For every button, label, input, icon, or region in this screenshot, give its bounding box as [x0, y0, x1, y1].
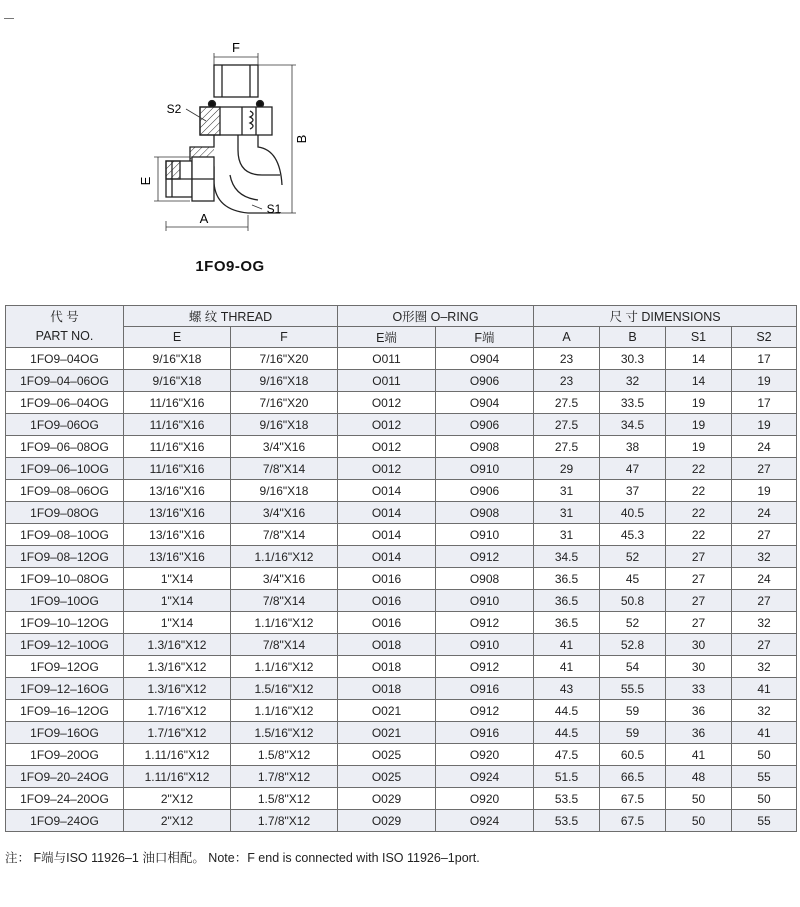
cell-dim-a: 31 [534, 502, 600, 524]
cell-thread-f: 7/8"X14 [231, 524, 338, 546]
cell-oring-f: O910 [436, 634, 534, 656]
cell-oring-e: O011 [338, 370, 436, 392]
cell-dim-b: 40.5 [600, 502, 666, 524]
cell-dim-a: 51.5 [534, 766, 600, 788]
table-row [6, 766, 797, 788]
cell-oring-f: O908 [436, 568, 534, 590]
cell-oring-e: O016 [338, 612, 436, 634]
cell-part-no: 1FO9–10–12OG [6, 612, 124, 634]
cell-oring-e: O016 [338, 590, 436, 612]
cell-thread-e: 1.7/16"X12 [124, 722, 231, 744]
cell-dim-s1: 14 [666, 370, 732, 392]
cell-thread-e: 13/16"X16 [124, 502, 231, 524]
header-s1: S1 [666, 327, 732, 348]
cell-dim-b: 52 [600, 546, 666, 568]
cell-oring-f: O906 [436, 414, 534, 436]
cell-thread-f: 1.7/8"X12 [231, 766, 338, 788]
cell-oring-f: O916 [436, 678, 534, 700]
cell-dim-s2: 27 [732, 590, 797, 612]
cell-part-no: 1FO9–20–24OG [6, 766, 124, 788]
cell-thread-f: 7/8"X14 [231, 634, 338, 656]
cell-thread-f: 1.5/16"X12 [231, 678, 338, 700]
cell-dim-s1: 27 [666, 546, 732, 568]
cell-dim-b: 34.5 [600, 414, 666, 436]
cell-thread-e: 11/16"X16 [124, 392, 231, 414]
cell-dim-a: 27.5 [534, 392, 600, 414]
cell-part-no: 1FO9–24–20OG [6, 788, 124, 810]
cell-oring-e: O014 [338, 546, 436, 568]
table-row [6, 502, 797, 524]
cell-thread-e: 11/16"X16 [124, 436, 231, 458]
cell-part-no: 1FO9–06–04OG [6, 392, 124, 414]
cell-oring-e: O012 [338, 436, 436, 458]
cell-thread-e: 11/16"X16 [124, 414, 231, 436]
cell-dim-a: 23 [534, 348, 600, 370]
cell-oring-f: O906 [436, 480, 534, 502]
cell-oring-f: O906 [436, 370, 534, 392]
corner-mark [4, 18, 14, 19]
cell-dim-b: 54 [600, 656, 666, 678]
cell-dim-a: 27.5 [534, 436, 600, 458]
cell-dim-b: 37 [600, 480, 666, 502]
cell-part-no: 1FO9–04–06OG [6, 370, 124, 392]
cell-dim-s1: 19 [666, 392, 732, 414]
cell-oring-f: O924 [436, 766, 534, 788]
label-E: E [138, 176, 153, 186]
cell-dim-s1: 22 [666, 502, 732, 524]
cell-thread-f: 7/8"X14 [231, 590, 338, 612]
fitting-body [166, 65, 282, 213]
cell-oring-e: O025 [338, 766, 436, 788]
header-e: E [124, 327, 231, 348]
table-row [6, 436, 797, 458]
cell-dim-s2: 19 [732, 414, 797, 436]
cell-thread-e: 1.3/16"X12 [124, 634, 231, 656]
cell-dim-s2: 32 [732, 546, 797, 568]
cell-oring-f: O910 [436, 590, 534, 612]
cell-dim-s2: 41 [732, 722, 797, 744]
cell-thread-e: 2"X12 [124, 810, 231, 832]
cell-dim-s1: 30 [666, 656, 732, 678]
cell-dim-a: 47.5 [534, 744, 600, 766]
header-b: B [600, 327, 666, 348]
cell-dim-s2: 32 [732, 612, 797, 634]
cell-dim-s1: 33 [666, 678, 732, 700]
cell-dim-a: 27.5 [534, 414, 600, 436]
cell-dim-b: 66.5 [600, 766, 666, 788]
cell-part-no: 1FO9–08–12OG [6, 546, 124, 568]
cell-part-no: 1FO9–06OG [6, 414, 124, 436]
cell-oring-e: O016 [338, 568, 436, 590]
cell-dim-a: 41 [534, 656, 600, 678]
cell-oring-f: O912 [436, 546, 534, 568]
cell-dim-a: 36.5 [534, 568, 600, 590]
cell-oring-f: O908 [436, 436, 534, 458]
header-f-end: F端 [436, 327, 534, 348]
cell-thread-e: 13/16"X16 [124, 480, 231, 502]
header-thread: 螺 纹 THREAD [124, 306, 338, 327]
cell-oring-f: O920 [436, 744, 534, 766]
table-row [6, 546, 797, 568]
cell-oring-e: O011 [338, 348, 436, 370]
cell-oring-e: O018 [338, 678, 436, 700]
table-row [6, 524, 797, 546]
cell-oring-e: O025 [338, 744, 436, 766]
cell-thread-e: 1"X14 [124, 568, 231, 590]
cell-thread-f: 1.1/16"X12 [231, 656, 338, 678]
cell-dim-s1: 14 [666, 348, 732, 370]
cell-part-no: 1FO9–12–10OG [6, 634, 124, 656]
table-row [6, 722, 797, 744]
cell-dim-s2: 50 [732, 788, 797, 810]
cell-dim-b: 59 [600, 722, 666, 744]
table-row [6, 590, 797, 612]
cell-thread-e: 9/16"X18 [124, 348, 231, 370]
cell-dim-s2: 41 [732, 678, 797, 700]
table-row [6, 392, 797, 414]
cell-dim-s1: 36 [666, 700, 732, 722]
cell-dim-s1: 27 [666, 612, 732, 634]
cell-oring-e: O012 [338, 458, 436, 480]
cell-thread-f: 1.1/16"X12 [231, 612, 338, 634]
header-part-no [6, 306, 124, 348]
cell-dim-s2: 27 [732, 634, 797, 656]
cell-dim-b: 52 [600, 612, 666, 634]
cell-oring-e: O021 [338, 722, 436, 744]
footnote: 注： F端与ISO 11926–1 油口相配。 Note：F end is connected with ISO 11926–1port. [5, 851, 480, 865]
cell-oring-e: O014 [338, 480, 436, 502]
cell-dim-a: 43 [534, 678, 600, 700]
cell-dim-b: 45.3 [600, 524, 666, 546]
cell-part-no: 1FO9–08OG [6, 502, 124, 524]
cell-thread-e: 1.11/16"X12 [124, 744, 231, 766]
cell-oring-f: O924 [436, 810, 534, 832]
cell-thread-e: 13/16"X16 [124, 524, 231, 546]
cell-thread-f: 9/16"X18 [231, 480, 338, 502]
cell-thread-f: 9/16"X18 [231, 370, 338, 392]
cell-oring-f: O920 [436, 788, 534, 810]
cell-dim-s2: 17 [732, 392, 797, 414]
table-row [6, 678, 797, 700]
cell-oring-e: O012 [338, 392, 436, 414]
cell-dim-s2: 55 [732, 810, 797, 832]
cell-dim-b: 50.8 [600, 590, 666, 612]
cell-dim-s1: 19 [666, 414, 732, 436]
cell-thread-f: 1.5/8"X12 [231, 744, 338, 766]
cell-dim-s2: 24 [732, 502, 797, 524]
cell-part-no: 1FO9–06–08OG [6, 436, 124, 458]
cell-dim-a: 36.5 [534, 590, 600, 612]
cell-dim-s1: 41 [666, 744, 732, 766]
cell-thread-e: 1.11/16"X12 [124, 766, 231, 788]
cell-thread-f: 7/16"X20 [231, 392, 338, 414]
cell-part-no: 1FO9–04OG [6, 348, 124, 370]
cell-dim-s2: 24 [732, 436, 797, 458]
cell-thread-f: 1.5/8"X12 [231, 788, 338, 810]
cell-dim-s1: 27 [666, 590, 732, 612]
table-row [6, 700, 797, 722]
cell-thread-e: 1.3/16"X12 [124, 656, 231, 678]
cell-dim-a: 29 [534, 458, 600, 480]
cell-thread-f: 1.1/16"X12 [231, 700, 338, 722]
cell-thread-e: 1"X14 [124, 612, 231, 634]
cell-dim-s2: 19 [732, 370, 797, 392]
cell-thread-f: 9/16"X18 [231, 414, 338, 436]
cell-dim-b: 67.5 [600, 788, 666, 810]
cell-oring-f: O912 [436, 612, 534, 634]
label-S1: S1 [266, 202, 282, 216]
cell-oring-f: O908 [436, 502, 534, 524]
cell-dim-s1: 36 [666, 722, 732, 744]
cell-oring-f: O912 [436, 700, 534, 722]
cell-dim-s2: 27 [732, 458, 797, 480]
cell-part-no: 1FO9–10OG [6, 590, 124, 612]
cell-thread-e: 1.3/16"X12 [124, 678, 231, 700]
cell-dim-s1: 30 [666, 634, 732, 656]
cell-thread-f: 7/16"X20 [231, 348, 338, 370]
cell-dim-a: 23 [534, 370, 600, 392]
header-s2: S2 [732, 327, 797, 348]
cell-thread-f: 3/4"X16 [231, 436, 338, 458]
label-S2: S2 [166, 102, 182, 116]
cell-dim-b: 59 [600, 700, 666, 722]
cell-part-no: 1FO9–16–12OG [6, 700, 124, 722]
cell-thread-f: 1.5/16"X12 [231, 722, 338, 744]
cell-dim-a: 53.5 [534, 788, 600, 810]
cell-dim-s2: 55 [732, 766, 797, 788]
cell-oring-e: O012 [338, 414, 436, 436]
table-row [6, 744, 797, 766]
cell-part-no: 1FO9–08–06OG [6, 480, 124, 502]
cell-dim-s1: 50 [666, 788, 732, 810]
cell-thread-f: 3/4"X16 [231, 568, 338, 590]
cell-dim-b: 38 [600, 436, 666, 458]
cell-oring-f: O910 [436, 524, 534, 546]
cell-dim-b: 30.3 [600, 348, 666, 370]
cell-thread-f: 3/4"X16 [231, 502, 338, 524]
cell-oring-e: O014 [338, 502, 436, 524]
cell-part-no: 1FO9–20OG [6, 744, 124, 766]
cell-dim-a: 34.5 [534, 546, 600, 568]
cell-oring-f: O904 [436, 348, 534, 370]
cell-oring-e: O021 [338, 700, 436, 722]
cell-dim-b: 60.5 [600, 744, 666, 766]
table-row [6, 810, 797, 832]
cell-dim-s1: 22 [666, 458, 732, 480]
cell-dim-s2: 19 [732, 480, 797, 502]
table-row [6, 634, 797, 656]
cell-dim-b: 32 [600, 370, 666, 392]
cell-part-no: 1FO9–08–10OG [6, 524, 124, 546]
spec-table [5, 305, 797, 832]
cell-dim-s2: 50 [732, 744, 797, 766]
cell-dim-b: 55.5 [600, 678, 666, 700]
cell-dim-s2: 27 [732, 524, 797, 546]
cell-dim-b: 67.5 [600, 810, 666, 832]
product-title: 1FO9-OG [195, 258, 265, 275]
cell-dim-b: 33.5 [600, 392, 666, 414]
table-row [6, 656, 797, 678]
cell-dim-s2: 32 [732, 656, 797, 678]
cell-dim-b: 45 [600, 568, 666, 590]
cell-dim-s2: 32 [732, 700, 797, 722]
cell-thread-e: 9/16"X18 [124, 370, 231, 392]
cell-part-no: 1FO9–12–16OG [6, 678, 124, 700]
cell-thread-e: 1"X14 [124, 590, 231, 612]
header-f: F [231, 327, 338, 348]
cell-dim-s1: 27 [666, 568, 732, 590]
cell-thread-f: 1.7/8"X12 [231, 810, 338, 832]
cell-part-no: 1FO9–06–10OG [6, 458, 124, 480]
cell-thread-e: 11/16"X16 [124, 458, 231, 480]
cell-dim-a: 44.5 [534, 722, 600, 744]
table-row [6, 788, 797, 810]
cell-oring-f: O916 [436, 722, 534, 744]
cell-part-no: 1FO9–24OG [6, 810, 124, 832]
cell-oring-e: O018 [338, 656, 436, 678]
table-row [6, 480, 797, 502]
spec-table-body [6, 348, 797, 832]
cell-oring-e: O029 [338, 788, 436, 810]
label-B: B [294, 134, 309, 144]
cell-dim-b: 52.8 [600, 634, 666, 656]
cell-dim-s2: 17 [732, 348, 797, 370]
cell-oring-f: O904 [436, 392, 534, 414]
table-row [6, 568, 797, 590]
cell-oring-e: O018 [338, 634, 436, 656]
cell-dim-s2: 24 [732, 568, 797, 590]
cell-oring-f: O912 [436, 656, 534, 678]
header-oring: O形圈 O–RING [338, 306, 534, 327]
cell-dim-a: 41 [534, 634, 600, 656]
table-row [6, 348, 797, 370]
cell-thread-e: 13/16"X16 [124, 546, 231, 568]
cell-dim-s1: 22 [666, 524, 732, 546]
cell-dim-a: 31 [534, 480, 600, 502]
table-row [6, 458, 797, 480]
cell-part-no: 1FO9–16OG [6, 722, 124, 744]
cell-part-no: 1FO9–12OG [6, 656, 124, 678]
table-row [6, 414, 797, 436]
header-part-en: PART NO. [35, 328, 94, 343]
cell-thread-f: 1.1/16"X12 [231, 546, 338, 568]
header-e-end: E端 [338, 327, 436, 348]
header-a: A [534, 327, 600, 348]
cell-dim-b: 47 [600, 458, 666, 480]
table-row [6, 370, 797, 392]
table-row [6, 612, 797, 634]
cell-oring-e: O029 [338, 810, 436, 832]
cell-thread-f: 7/8"X14 [231, 458, 338, 480]
header-dimensions: 尺 寸 DIMENSIONS [534, 306, 797, 327]
cell-dim-a: 36.5 [534, 612, 600, 634]
cell-dim-s1: 22 [666, 480, 732, 502]
cell-dim-s1: 48 [666, 766, 732, 788]
cell-dim-a: 53.5 [534, 810, 600, 832]
cell-oring-f: O910 [436, 458, 534, 480]
label-F: F [232, 40, 240, 55]
cell-dim-a: 31 [534, 524, 600, 546]
cell-dim-a: 44.5 [534, 700, 600, 722]
cell-thread-e: 2"X12 [124, 788, 231, 810]
cell-dim-s1: 19 [666, 436, 732, 458]
cell-dim-s1: 50 [666, 810, 732, 832]
label-A: A [199, 211, 209, 226]
cell-part-no: 1FO9–10–08OG [6, 568, 124, 590]
cell-oring-e: O014 [338, 524, 436, 546]
cell-thread-e: 1.7/16"X12 [124, 700, 231, 722]
header-part-cn: 代 号 [50, 309, 79, 324]
fitting-drawing [130, 35, 330, 240]
